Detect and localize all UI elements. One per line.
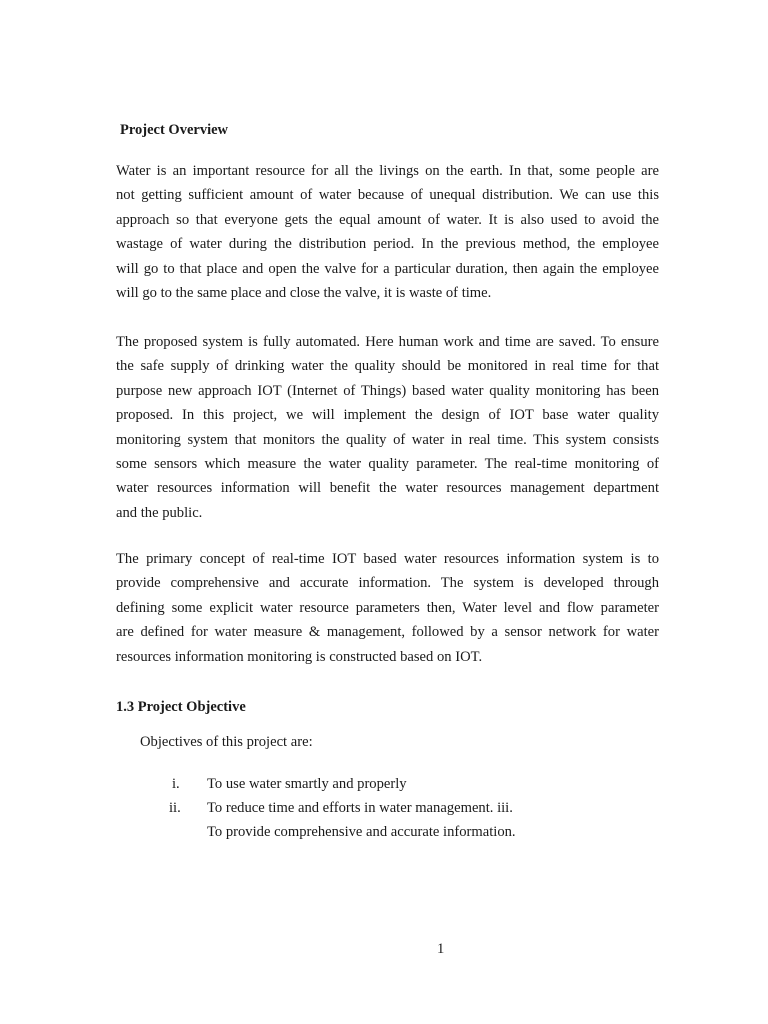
paragraph-line: are defined for water measure & management, followed by a sensor network for water — [116, 624, 659, 641]
section-heading-project-objective: 1.3 Project Objective — [116, 699, 246, 715]
overview-paragraph-3 — [116, 547, 659, 669]
paragraph-line: some sensors which measure the water quality parameter. The real-time monitoring of — [116, 455, 659, 472]
paragraph-line: proposed. In this project, we will implement the design of IOT base water quality — [116, 407, 659, 424]
paragraph-line: monitoring system that monitors the quality of water in real time. This system consists — [116, 431, 659, 448]
paragraph-line: wastage of water during the distribution period. In the previous method, the employee — [116, 236, 659, 253]
objectives-intro: Objectives of this project are: — [140, 734, 313, 750]
paragraph-line: the safe supply of drinking water the quality should be monitored in real time for that — [116, 358, 659, 375]
paragraph-line: will go to the same place and close the valve, it is waste of time. — [116, 284, 492, 301]
page-number: 1 — [437, 941, 445, 957]
section-heading-project-overview: Project Overview — [120, 122, 229, 138]
paragraph-line: water resources information will benefit the water resources management department — [116, 480, 659, 497]
paragraph-line: and the public. — [116, 504, 203, 521]
paragraph-line: not getting sufficient amount of water because of unequal distribution. We can use this — [116, 187, 659, 204]
paragraph-line: will go to that place and open the valve for a particular duration, then again the employee — [116, 260, 659, 277]
paragraph-line: resources information monitoring is constructed based on IOT. — [116, 648, 483, 665]
overview-paragraph-1 — [116, 159, 659, 305]
paragraph-line: approach so that everyone gets the equal amount of water. It is also used to avoid the — [116, 211, 659, 228]
paragraph-line: purpose new approach IOT (Internet of Things) based water quality monitoring has been — [116, 382, 659, 399]
overview-paragraph-2 — [116, 330, 659, 525]
paragraph-line: provide comprehensive and accurate information. The system is developed through — [116, 575, 659, 592]
list-item-text: To use water smartly and properly — [207, 776, 407, 792]
paragraph-line: Water is an important resource for all the livings on the earth. In that, some people are — [116, 163, 659, 179]
list-item-text: To reduce time and efforts in water management. iii. — [207, 800, 513, 816]
paragraph-line: The primary concept of real-time IOT based water resources information system is to — [116, 551, 659, 567]
paragraph-line: defining some explicit water resource parameters then, Water level and flow parameter — [116, 599, 659, 616]
list-item-text: To provide comprehensive and accurate information. — [207, 824, 516, 840]
list-item-number: i. — [172, 776, 180, 792]
paragraph-line: The proposed system is fully automated. Here human work and time are saved. To ensure — [116, 334, 659, 350]
list-item-number: ii. — [169, 800, 181, 816]
